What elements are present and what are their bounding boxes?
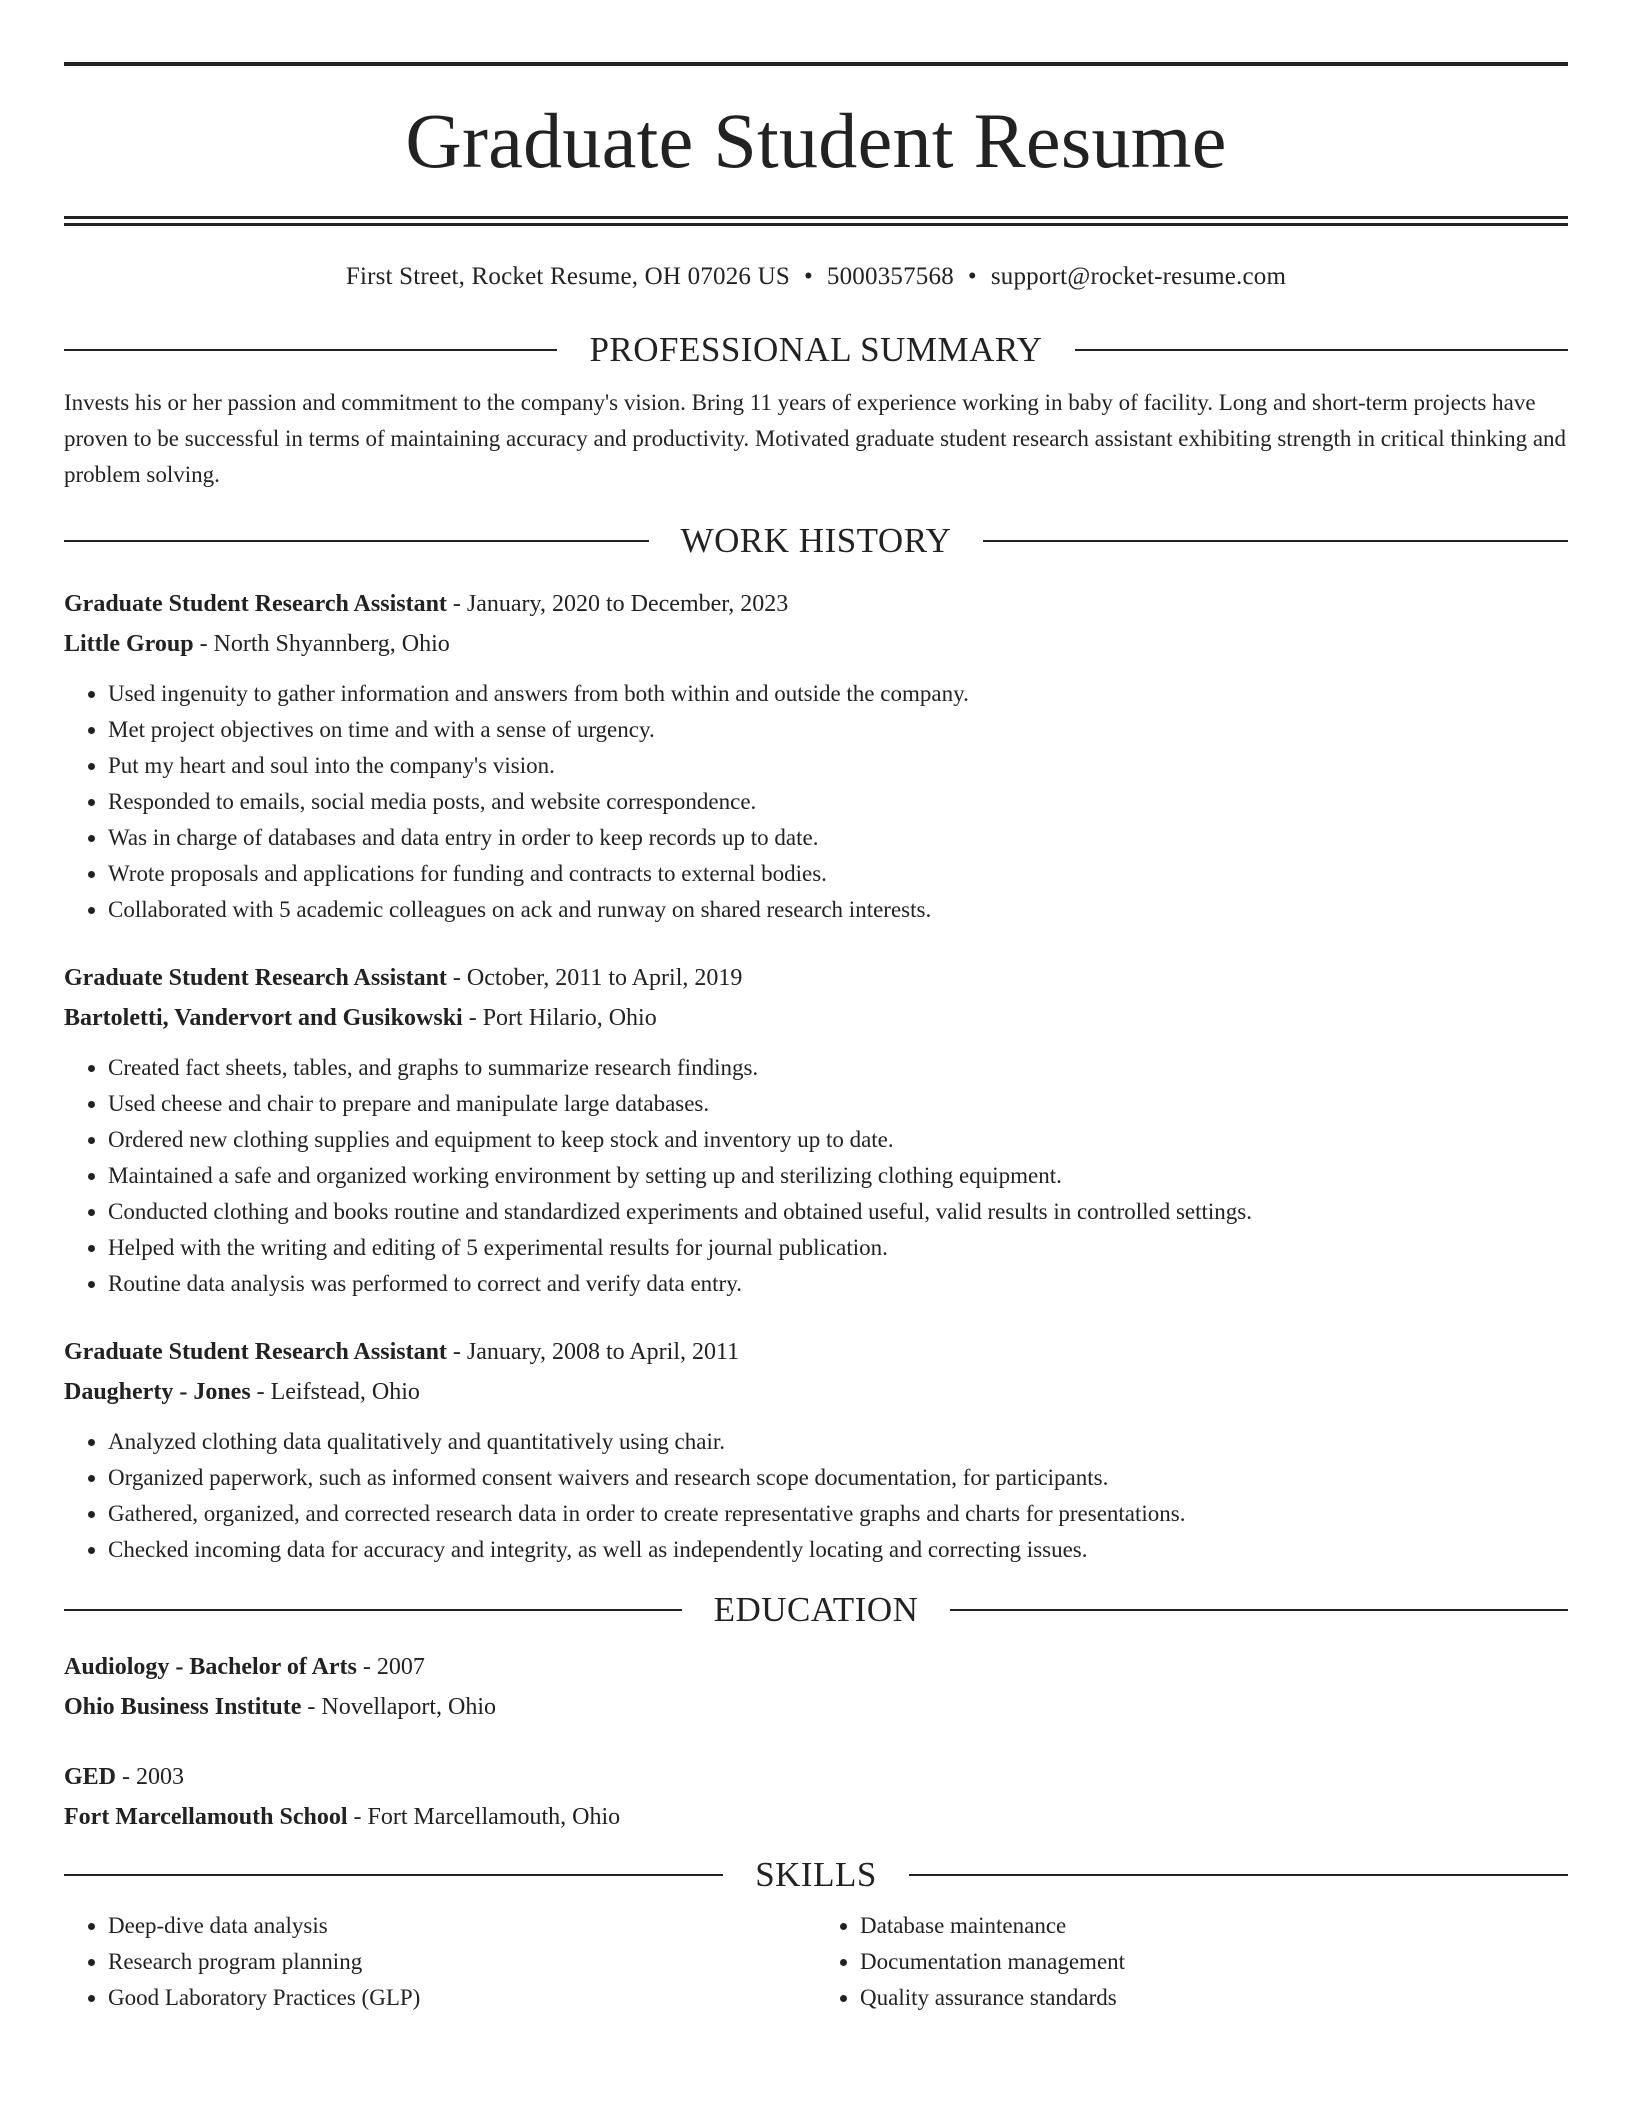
list-item: • Met project objectives on time and with a sense of urgency. — [108, 712, 1568, 748]
job-title-line — [64, 958, 1568, 998]
job-bullets — [64, 1424, 1568, 1568]
list-item: • Good Laboratory Practices (GLP) — [108, 1980, 816, 2016]
resume-title: Graduate Student Resume — [405, 97, 1227, 184]
top-rule — [64, 62, 1568, 66]
list-item: • Gathered, organized, and corrected research data in order to create representative graphs and charts for presentations. — [108, 1496, 1568, 1532]
section-rule — [1075, 349, 1568, 351]
job-dates: - January, 2008 to April, 2011 — [446, 1339, 740, 1365]
education-year: - 2007 — [356, 1654, 425, 1680]
list-item: • Deep-dive data analysis — [108, 1908, 816, 1944]
job-dates: - October, 2011 to April, 2019 — [446, 965, 743, 991]
contact-separator: • — [803, 263, 813, 290]
job-title: Graduate Student Research Assistant — [64, 965, 447, 991]
list-item: • Helped with the writing and editing of 5 experimental results for journal publication. — [108, 1230, 1568, 1266]
list-item: • Responded to emails, social media posts, and website correspondence. — [108, 784, 1568, 820]
title-double-rule — [64, 216, 1568, 226]
contact-separator: • — [967, 263, 977, 290]
summary-text: Invests his or her passion and commitment to the company's vision. Bring 11 years of experience working in baby of facility. Long and short-term projects have proven to be successful in terms of maintaining accuracy and productivity. Motivated graduate student research assistant exhibiting strength in critical thinking and problem solving. — [64, 390, 1567, 487]
education-location: - Fort Marcellamouth, Ohio — [347, 1804, 621, 1830]
section-title-education: EDUCATION — [713, 1590, 919, 1629]
job-company: Little Group — [64, 631, 194, 657]
education-degree: GED — [64, 1764, 117, 1790]
list-item: • Wrote proposals and applications for funding and contracts to external bodies. — [108, 856, 1568, 892]
job-bullets — [64, 1050, 1568, 1302]
skills-list — [64, 1908, 1568, 2016]
list-item: • Quality assurance standards — [860, 1980, 1568, 2016]
education-entry — [64, 1757, 1568, 1837]
education-year: - 2003 — [116, 1764, 185, 1790]
section-header-summary — [64, 332, 1568, 367]
section-rule — [64, 1609, 682, 1611]
list-item: • Analyzed clothing data qualitatively and quantitatively using chair. — [108, 1424, 1568, 1460]
section-header-education — [64, 1592, 1568, 1627]
list-item: • Conducted clothing and books routine and standardized experiments and obtained useful, valid results in controlled settings. — [108, 1194, 1568, 1230]
list-item: • Checked incoming data for accuracy and integrity, as well as independently locating and correcting issues. — [108, 1532, 1568, 1568]
job-company: Bartoletti, Vandervort and Gusikowski — [64, 1005, 463, 1031]
job-title: Graduate Student Research Assistant — [64, 1339, 447, 1365]
list-item: • Used ingenuity to gather information and answers from both within and outside the company. — [108, 676, 1568, 712]
contact-address: First Street, Rocket Resume, OH 07026 US — [345, 263, 790, 290]
job-location: - North Shyannberg, Ohio — [193, 631, 450, 657]
skills-column-right — [816, 1908, 1568, 2016]
education-degree: Audiology - Bachelor of Arts — [64, 1654, 357, 1680]
list-item: • Was in charge of databases and data entry in order to keep records up to date. — [108, 820, 1568, 856]
job-entry — [64, 1332, 1568, 1568]
list-item: • Research program planning — [108, 1944, 816, 1980]
list-item: • Ordered new clothing supplies and equipment to keep stock and inventory up to date. — [108, 1122, 1568, 1158]
list-item: • Database maintenance — [860, 1908, 1568, 1944]
job-entry — [64, 584, 1568, 928]
contact-email: support@rocket-resume.com — [990, 263, 1287, 290]
job-title-line — [64, 584, 1568, 624]
job-location: - Port Hilario, Ohio — [462, 1005, 657, 1031]
education-degree-line — [64, 1647, 1568, 1687]
job-company-line — [64, 1372, 1568, 1412]
education-degree-line — [64, 1757, 1568, 1797]
education-school-line — [64, 1687, 1568, 1727]
education-school: Fort Marcellamouth School — [64, 1804, 348, 1830]
job-title: Graduate Student Research Assistant — [64, 591, 447, 617]
skills-column-left — [64, 1908, 816, 2016]
section-title-summary: PROFESSIONAL SUMMARY — [589, 330, 1043, 369]
list-item: • Collaborated with 5 academic colleagues on ack and runway on shared research interests. — [108, 892, 1568, 928]
section-rule — [64, 349, 557, 351]
job-location: - Leifstead, Ohio — [250, 1379, 420, 1405]
list-item: • Maintained a safe and organized working environment by setting up and sterilizing clothing equipment. — [108, 1158, 1568, 1194]
contact-line — [64, 262, 1568, 292]
list-item: • Organized paperwork, such as informed consent waivers and research scope documentation, for participants. — [108, 1460, 1568, 1496]
section-header-work — [64, 523, 1568, 558]
section-title-skills: SKILLS — [755, 1855, 877, 1894]
section-rule — [983, 540, 1568, 542]
section-rule — [950, 1609, 1568, 1611]
section-title-work: WORK HISTORY — [680, 521, 952, 560]
section-header-skills — [64, 1857, 1568, 1892]
list-item: • Documentation management — [860, 1944, 1568, 1980]
list-item: • Used cheese and chair to prepare and manipulate large databases. — [108, 1086, 1568, 1122]
job-bullets — [64, 676, 1568, 928]
education-location: - Novellaport, Ohio — [301, 1694, 497, 1720]
job-dates: - January, 2020 to December, 2023 — [446, 591, 789, 617]
job-company-line — [64, 998, 1568, 1038]
list-item: • Put my heart and soul into the company's vision. — [108, 748, 1568, 784]
section-rule — [909, 1874, 1568, 1876]
job-company-line — [64, 624, 1568, 664]
education-school-line — [64, 1797, 1568, 1837]
contact-phone: 5000357568 — [826, 263, 954, 290]
education-entry — [64, 1647, 1568, 1727]
job-company: Daugherty - Jones — [64, 1379, 251, 1405]
list-item: • Routine data analysis was performed to correct and verify data entry. — [108, 1266, 1568, 1302]
section-rule — [64, 540, 649, 542]
job-title-line — [64, 1332, 1568, 1372]
education-school: Ohio Business Institute — [64, 1694, 302, 1720]
job-entry — [64, 958, 1568, 1302]
list-item: • Created fact sheets, tables, and graphs to summarize research findings. — [108, 1050, 1568, 1086]
section-rule — [64, 1874, 723, 1876]
